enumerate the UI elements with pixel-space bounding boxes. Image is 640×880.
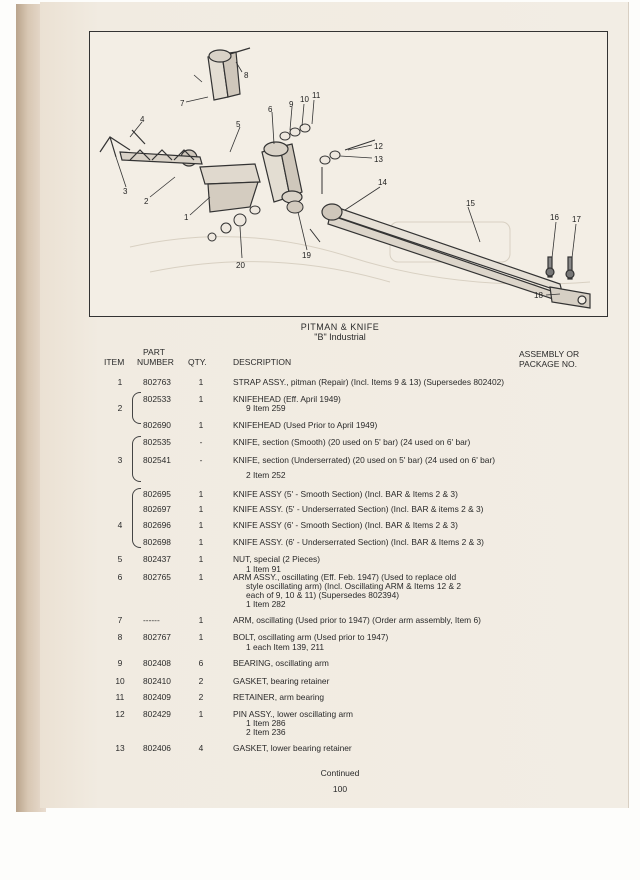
callout-6: 6 xyxy=(268,105,273,114)
row-part-number: ------ xyxy=(143,615,160,625)
continued-note: Continued xyxy=(320,768,360,778)
row-qty: 1 xyxy=(198,572,204,582)
row-qty: 1 xyxy=(198,489,204,499)
row-description: BOLT, oscillating arm (Used prior to 1947) xyxy=(233,632,389,642)
row-description: KNIFE, section (Underserrated) (20 used on 5' bar) (24 used on 6' bar) xyxy=(233,455,496,465)
row-subline: each of 9, 10 & 11) (Supersedes 802394) xyxy=(246,590,400,600)
callout-8: 8 xyxy=(244,71,249,80)
row-part-number: 802535 xyxy=(143,437,171,447)
row-item: 8 xyxy=(117,632,123,642)
column-header-assembly-line2: PACKAGE NO. xyxy=(519,359,577,369)
row-qty: 1 xyxy=(198,520,204,530)
table-row xyxy=(0,632,640,642)
row-item: 4 xyxy=(117,520,123,530)
row-subline: 1 Item 91 xyxy=(246,564,281,574)
callout-17: 17 xyxy=(572,215,581,224)
row-qty: 2 xyxy=(198,692,204,702)
column-header-part-line1: PART xyxy=(143,347,165,357)
callout-12: 12 xyxy=(374,142,383,151)
row-part-number: 802698 xyxy=(143,537,171,547)
row-part-number: 802437 xyxy=(143,554,171,564)
row-description: ARM ASSY., oscillating (Eff. Feb. 1947) (Used to replace old xyxy=(233,572,457,582)
row-part-number: 802408 xyxy=(143,658,171,668)
callout-16: 16 xyxy=(550,213,559,222)
row-part-number: 802429 xyxy=(143,709,171,719)
table-row xyxy=(0,658,640,668)
table-row xyxy=(0,676,640,686)
callout-20: 20 xyxy=(236,261,245,270)
table-row xyxy=(0,377,640,387)
column-header-assembly-line1: ASSEMBLY OR xyxy=(519,349,580,359)
row-qty: 1 xyxy=(198,554,204,564)
row-item: 3 xyxy=(117,455,123,465)
row-part-number: 802696 xyxy=(143,520,171,530)
page-number: 100 xyxy=(332,784,348,794)
column-header-item: ITEM xyxy=(104,357,125,367)
table-row xyxy=(0,489,640,499)
table-row-subline xyxy=(0,727,640,737)
row-item: 7 xyxy=(117,615,123,625)
row-description: GASKET, lower bearing retainer xyxy=(233,743,352,753)
row-part-number: 802406 xyxy=(143,743,171,753)
row-part-number: 802695 xyxy=(143,489,171,499)
row-description: PIN ASSY., lower oscillating arm xyxy=(233,709,353,719)
table-row xyxy=(0,455,640,465)
row-subline: style oscillating arm) (Incl. Oscillating ARM & Items 12 & 2 xyxy=(246,581,462,591)
parts-drawing xyxy=(90,32,607,316)
row-part-number: 802765 xyxy=(143,572,171,582)
row-part-number: 802767 xyxy=(143,632,171,642)
row-item: 11 xyxy=(115,692,125,702)
row-description: STRAP ASSY., pitman (Repair) (Incl. Items 9 & 13) (Supersedes 802402) xyxy=(233,377,505,387)
row-subline: 2 Item 252 xyxy=(246,470,286,480)
row-subline: 1 each Item 139, 211 xyxy=(246,642,325,652)
row-subline: 1 Item 282 xyxy=(246,599,286,609)
callout-2: 2 xyxy=(144,197,149,206)
row-qty: - xyxy=(199,455,203,465)
row-subline: 1 Item 286 xyxy=(246,718,286,728)
callout-5: 5 xyxy=(236,120,241,129)
callout-11: 11 xyxy=(312,91,321,100)
row-description: KNIFE ASSY (5' - Smooth Section) (Incl. BAR & Items 2 & 3) xyxy=(233,489,458,499)
callout-9: 9 xyxy=(289,100,294,109)
row-part-number: 802697 xyxy=(143,504,171,514)
page-subtitle: "B" Industrial xyxy=(314,332,366,342)
table-row xyxy=(0,615,640,625)
row-item: 5 xyxy=(117,554,123,564)
row-qty: 1 xyxy=(198,394,204,404)
table-row xyxy=(0,537,640,547)
callout-7: 7 xyxy=(180,99,185,108)
row-item: 2 xyxy=(117,403,123,413)
row-description: RETAINER, arm bearing xyxy=(233,692,325,702)
row-qty: 4 xyxy=(198,743,204,753)
row-qty: - xyxy=(199,437,203,447)
row-qty: 1 xyxy=(198,632,204,642)
row-description: KNIFE ASSY. (5' - Underserrated Section) (Incl. BAR & items 2 & 3) xyxy=(233,504,484,514)
row-part-number: 802763 xyxy=(143,377,171,387)
table-row-subline xyxy=(0,599,640,609)
row-description: KNIFE, section (Smooth) (20 used on 5' bar) (24 used on 6' bar) xyxy=(233,437,471,447)
exploded-parts-diagram xyxy=(89,31,608,317)
page-title: PITMAN & KNIFE xyxy=(300,322,380,332)
row-description: KNIFEHEAD (Eff. April 1949) xyxy=(233,394,341,404)
row-qty: 1 xyxy=(198,709,204,719)
row-subline: 2 Item 236 xyxy=(246,727,286,737)
row-qty: 1 xyxy=(198,615,204,625)
row-qty: 1 xyxy=(198,504,204,514)
table-row-subline xyxy=(0,470,640,480)
column-header-description: DESCRIPTION xyxy=(233,357,292,367)
row-qty: 6 xyxy=(198,658,204,668)
row-qty: 1 xyxy=(198,377,204,387)
column-header-part-line2: NUMBER xyxy=(137,357,174,367)
row-description: ARM, oscillating (Used prior to 1947) (Order arm assembly, Item 6) xyxy=(233,615,481,625)
callout-19: 19 xyxy=(302,251,311,260)
table-row xyxy=(0,554,640,564)
row-qty: 1 xyxy=(198,537,204,547)
row-description: KNIFE ASSY. (6' - Underserrated Section) (Incl. BAR & Items 2 & 3) xyxy=(233,537,484,547)
table-row xyxy=(0,692,640,702)
row-description: GASKET, bearing retainer xyxy=(233,676,330,686)
row-item: 9 xyxy=(117,658,123,668)
row-subline: 9 Item 259 xyxy=(246,403,286,413)
row-item: 13 xyxy=(115,743,125,753)
callout-18: 18 xyxy=(534,291,543,300)
row-part-number: 802410 xyxy=(143,676,171,686)
callout-15: 15 xyxy=(466,199,475,208)
table-row-subline xyxy=(0,403,640,413)
callout-14: 14 xyxy=(378,178,387,187)
row-qty: 2 xyxy=(198,676,204,686)
column-header-qty: QTY. xyxy=(188,357,207,367)
row-item: 12 xyxy=(115,709,125,719)
row-part-number: 802409 xyxy=(143,692,171,702)
row-description: KNIFE ASSY (6' - Smooth Section) (Incl. BAR & Items 2 & 3) xyxy=(233,520,458,530)
row-part-number: 802690 xyxy=(143,420,171,430)
callout-4: 4 xyxy=(140,115,145,124)
table-row xyxy=(0,420,640,430)
table-row xyxy=(0,743,640,753)
callout-1: 1 xyxy=(184,213,189,222)
row-description: NUT, special (2 Pieces) xyxy=(233,554,321,564)
row-part-number: 802541 xyxy=(143,455,171,465)
callout-10: 10 xyxy=(300,95,309,104)
callout-13: 13 xyxy=(374,155,383,164)
row-part-number: 802533 xyxy=(143,394,171,404)
table-row xyxy=(0,520,640,530)
row-item: 10 xyxy=(115,676,125,686)
table-row xyxy=(0,504,640,514)
table-row xyxy=(0,437,640,447)
row-item: 1 xyxy=(117,377,123,387)
row-qty: 1 xyxy=(198,420,204,430)
row-description: BEARING, oscillating arm xyxy=(233,658,329,668)
row-description: KNIFEHEAD (Used Prior to April 1949) xyxy=(233,420,378,430)
row-item: 6 xyxy=(117,572,123,582)
table-row-subline xyxy=(0,642,640,652)
callout-3: 3 xyxy=(123,187,128,196)
